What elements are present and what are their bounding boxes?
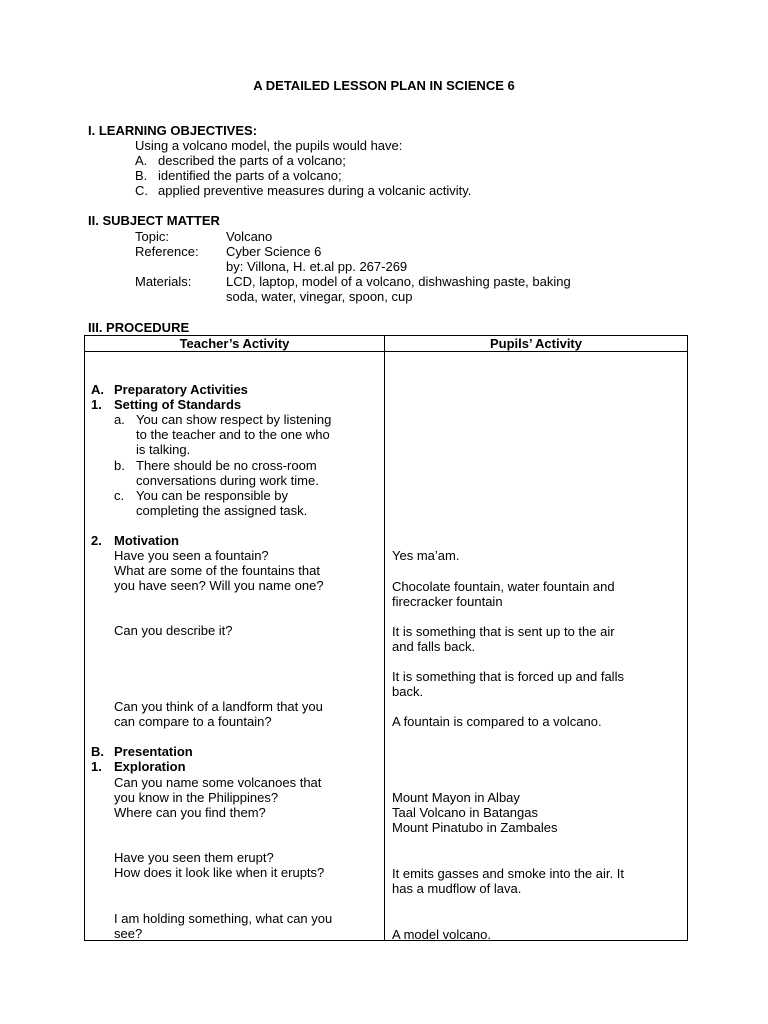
teacher-activity-header: Teacher’s Activity <box>85 336 385 352</box>
pupil-answer: A fountain is compared to a volcano. <box>392 714 602 729</box>
table-header-row <box>85 336 688 352</box>
subject-matter-heading: II. SUBJECT MATTER <box>88 213 220 228</box>
pupil-answer: Mount Pinatubo in Zambales <box>392 820 558 835</box>
teacher-activity-cell <box>85 352 385 941</box>
teacher-question: you know in the Philippines? <box>114 790 279 805</box>
standard-letter: b. <box>114 458 125 473</box>
section-a-letter: A. <box>91 382 104 397</box>
document-title: A DETAILED LESSON PLAN IN SCIENCE 6 <box>253 78 515 93</box>
materials-value-line1: LCD, laptop, model of a volcano, dishwashing paste, baking <box>226 274 571 289</box>
pupil-answer: firecracker fountain <box>392 594 503 609</box>
step-number: 1. <box>91 397 102 412</box>
objective-letter: C. <box>135 183 148 198</box>
standard-letter: a. <box>114 412 125 427</box>
teacher-question: Can you describe it? <box>114 623 233 638</box>
topic-label: Topic: <box>135 229 169 244</box>
objectives-intro: Using a volcano model, the pupils would have: <box>135 138 403 153</box>
standard-text: is talking. <box>136 442 191 457</box>
objective-letter: A. <box>135 153 148 168</box>
pupil-answer: It is something that is forced up and falls <box>392 669 624 684</box>
teacher-question: What are some of the fountains that <box>114 563 320 578</box>
objective-text: identified the parts of a volcano; <box>158 168 342 183</box>
teacher-question: Have you seen a fountain? <box>114 548 269 563</box>
teacher-question: Have you seen them erupt? <box>114 850 274 865</box>
teacher-question: I am holding something, what can you <box>114 911 333 926</box>
reference-label: Reference: <box>135 244 199 259</box>
standard-text: completing the assigned task. <box>136 503 308 518</box>
materials-value-line2: soda, water, vinegar, spoon, cup <box>226 289 413 304</box>
pupil-answer: Mount Mayon in Albay <box>392 790 520 805</box>
standard-text: to the teacher and to the one who <box>136 427 330 442</box>
teacher-question: can compare to a fountain? <box>114 714 272 729</box>
pupil-answer: A model volcano. <box>392 927 492 942</box>
pupil-answer: Yes ma’am. <box>392 548 460 563</box>
standard-text: You can be responsible by <box>136 488 289 503</box>
step-number: 1. <box>91 759 102 774</box>
pupil-answer: back. <box>392 684 424 699</box>
topic-value: Volcano <box>226 229 273 244</box>
reference-value: Cyber Science 6 <box>226 244 322 259</box>
pupil-answer: has a mudflow of lava. <box>392 881 522 896</box>
standard-text: There should be no cross-room <box>136 458 317 473</box>
pupil-answer: It emits gasses and smoke into the air. It <box>392 866 624 881</box>
materials-label: Materials: <box>135 274 192 289</box>
pupil-answer: It is something that is sent up to the air <box>392 624 615 639</box>
exploration-heading: Exploration <box>114 759 186 774</box>
step-number: 2. <box>91 533 102 548</box>
motivation-heading: Motivation <box>114 533 179 548</box>
section-b-heading: Presentation <box>114 744 193 759</box>
pupil-answer: Chocolate fountain, water fountain and <box>392 579 615 594</box>
teacher-question: see? <box>114 926 143 941</box>
objective-letter: B. <box>135 168 148 183</box>
procedure-table <box>84 335 688 941</box>
teacher-question: you have seen? Will you name one? <box>114 578 324 593</box>
objective-text: described the parts of a volcano; <box>158 153 346 168</box>
teacher-question: Where can you find them? <box>114 805 266 820</box>
objectives-heading: I. LEARNING OBJECTIVES: <box>88 123 258 138</box>
standard-text: You can show respect by listening <box>136 412 332 427</box>
table-body-row <box>85 352 688 941</box>
pupils-activity-cell <box>385 352 688 941</box>
teacher-question: Can you think of a landform that you <box>114 699 323 714</box>
section-a-heading: Preparatory Activities <box>114 382 248 397</box>
pupils-activity-header: Pupils’ Activity <box>385 336 688 352</box>
procedure-heading: III. PROCEDURE <box>88 320 190 335</box>
pupil-answer: and falls back. <box>392 639 476 654</box>
teacher-question: Can you name some volcanoes that <box>114 775 322 790</box>
teacher-question: How does it look like when it erupts? <box>114 865 325 880</box>
pupil-answer: Taal Volcano in Batangas <box>392 805 538 820</box>
section-b-letter: B. <box>91 744 104 759</box>
standard-letter: c. <box>114 488 125 503</box>
reference-author: by: Villona, H. et.al pp. 267-269 <box>226 259 408 274</box>
setting-standards-heading: Setting of Standards <box>114 397 242 412</box>
standard-text: conversations during work time. <box>136 473 319 488</box>
objective-text: applied preventive measures during a volcanic activity. <box>158 183 472 198</box>
